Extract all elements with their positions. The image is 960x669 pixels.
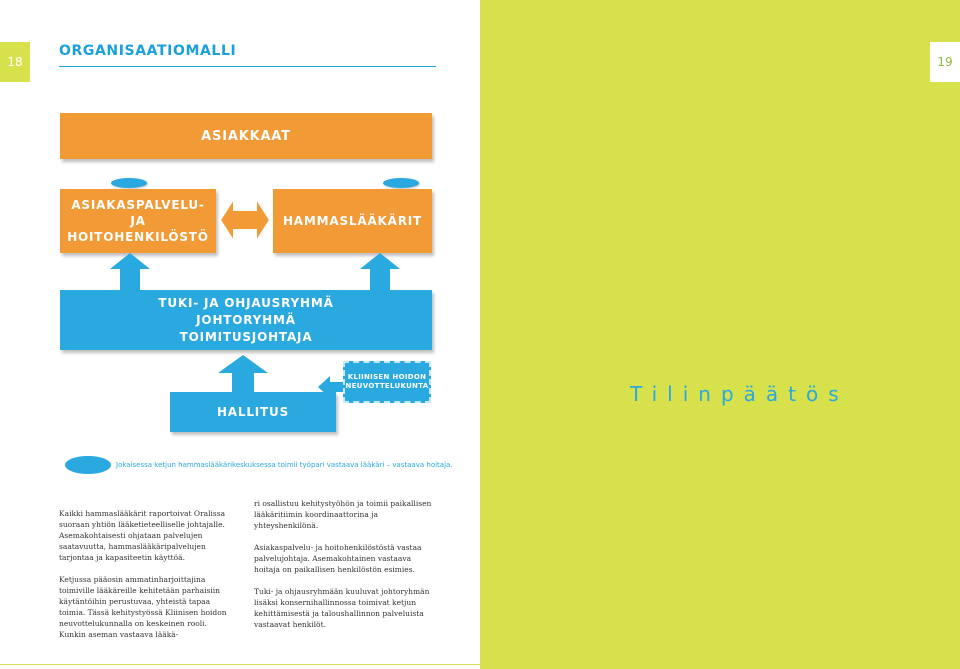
paragraph: Kaikki hammaslääkärit raportoivat Oralissa suoraan yhtiön lääketieteelliselle johtajalle. Asemakohtaisesti ohjataan palvelujen saatavuutta, hammaslääkäripalvelujen tarjontaa ja kapasiteetin käyttöä.	[59, 509, 226, 562]
paragraph: Asiakaspalvelu- ja hoitohenkilöstöstä vastaa palvelujohtaja. Asemakohtainen vastaava hoitaja on paikallisen henkilöstön esimies.	[254, 543, 422, 574]
box-tuki-ja-ohjausryhma	[60, 290, 432, 350]
box-hallitus-label: HALLITUS	[216, 405, 290, 419]
paragraph: Ketjussa pääosin ammatinharjoittajina toimiville lääkäreille kehitetään parhaisiin käytäntöihin perustuvaa, yhteistä tapaa toimia. Tässä kehitystyössä Kliinisen hoidon neuvottelukunnalla on keskeinen rooli. Kunkin aseman vastaava lääkä-	[59, 575, 227, 639]
legend-oval-icon	[65, 456, 111, 474]
box-hammaslaakarit	[273, 189, 432, 253]
box-asiakkaat	[60, 113, 432, 159]
left-arrow-icon	[318, 376, 346, 398]
box-kliinisen-hoidon-neuvottelukunta	[343, 361, 431, 403]
double-arrow-icon	[218, 190, 272, 250]
paragraph: ri osallistuu kehitystyöhön ja toimii paikallisen lääkäritiimin koordinaattorina ja yhteyshenkilönä.	[254, 499, 432, 530]
up-arrow-icon	[360, 253, 400, 291]
text-column-2	[254, 498, 436, 641]
pair-marker-oval	[383, 178, 419, 188]
box-tuki-line2: JOHTORYHMÄ	[196, 312, 296, 327]
bottom-rule	[0, 664, 480, 665]
right-page	[480, 0, 960, 669]
box-kliininen-line1: KLIINISEN HOIDON	[347, 373, 427, 381]
page-heading: ORGANISAATIOMALLI	[59, 43, 237, 59]
box-asiakkaat-label: ASIAKKAAT	[201, 128, 291, 144]
box-asiakaspalvelu	[60, 189, 216, 253]
pair-marker-oval	[111, 178, 147, 188]
up-arrow-icon	[110, 253, 150, 291]
heading-rule	[59, 66, 436, 67]
box-kliininen-line2: NEUVOTTELUKUNTA	[345, 382, 429, 390]
up-arrow-icon	[218, 355, 268, 392]
box-asiakaspalvelu-line2: JA HOITOHENKILÖSTÖ	[67, 214, 209, 244]
page-number-left: 18	[0, 42, 30, 82]
legend-text: Jokaisessa ketjun hammaslääkärikeskuksessa toimii työpari vastaava lääkäri – vastaava hoitaja.	[116, 461, 453, 469]
box-hammaslaakarit-label: HAMMASLÄÄKÄRIT	[282, 214, 423, 228]
paragraph: Tuki- ja ohjausryhmään kuuluvat johtoryhmän lisäksi konsernihallinnossa toimivat ketjun kehittämisestä ja taloushallinnon palveluista vastaavat henkilöt.	[254, 587, 430, 629]
text-column-1	[59, 508, 236, 651]
box-tuki-line3: TOIMITUSJOHTAJA	[179, 329, 313, 344]
box-hallitus	[170, 392, 336, 432]
page-number-right: 19	[930, 42, 960, 82]
section-title: Tilinpäätös	[630, 382, 849, 406]
box-tuki-line1: TUKI- JA OHJAUSRYHMÄ	[158, 295, 334, 310]
box-asiakaspalvelu-line1: ASIAKASPALVELU-	[71, 198, 205, 212]
